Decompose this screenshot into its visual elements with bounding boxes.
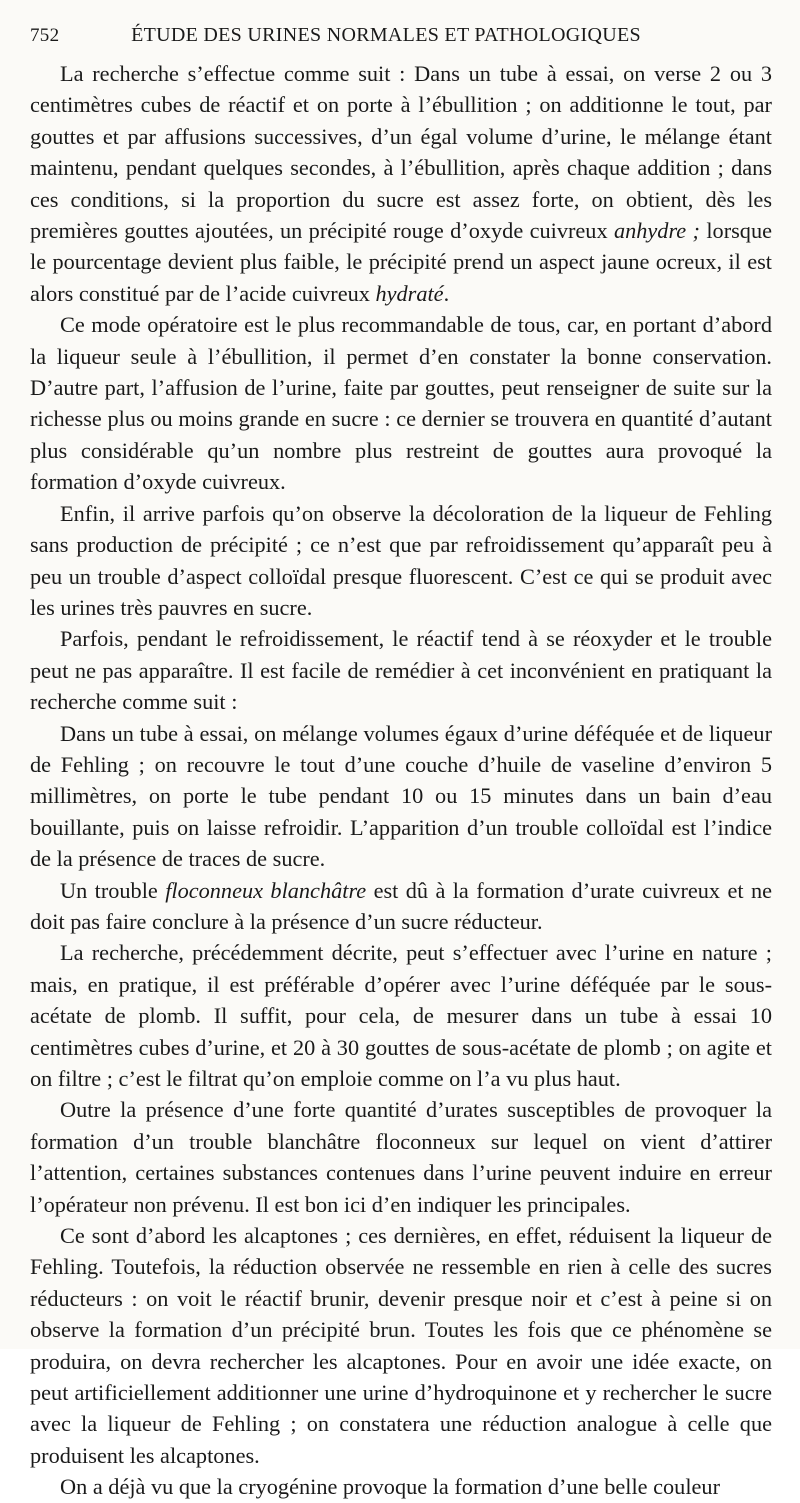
italic-term: anhydre ; xyxy=(613,218,700,244)
paragraph: Outre la présence d’une forte quantité d’urates susceptibles de provoquer la formation d’un trouble blanchâtre floconneux sur lequel on vient d’attirer l’attention, certaines substances contenues dans l’urine peuvent induire en erreur l’opérateur non prévenu. Il est bon ici d’en indiquer les principales. xyxy=(30,1097,772,1217)
paragraph: Dans un tube à essai, on mélange volumes égaux d’urine déféquée et de liqueur de Fehling ; on recouvre le tout d’une couche d’huile de vaseline d’environ 5 millimètres, on porte le tube pendant 10 ou 15 minutes dans un bain d’eau bouillante, puis on laisse refroidir. L’apparition d’un trouble colloïdal est l’indice de la présence de traces de sucre. xyxy=(30,720,772,872)
paragraph xyxy=(30,58,772,309)
paragraph: On a déjà vu que la cryogénine provoque la formation d’une belle couleur xyxy=(60,1474,720,1500)
paragraph: Enfin, il arrive parfois qu’on observe la décoloration de la liqueur de Fehling sans production de précipité ; ce n’est que par refroidissement qu’apparaît peu à peu un trouble d’aspect colloïdal presque fluorescent. C’est ce qui se produit avec les urines très pauvres en sucre. xyxy=(30,500,772,620)
text-run: La recherche s’effectue comme suit : Dans un tube à essai, on verse 2 ou 3 centimètres cubes de réactif et on porte à l’ébullition ; on additionne le tout, par gouttes et par affusions successives, d’un égal volume d’urine, le mélange étant maintenu, pendant quelques secondes, à l’ébullition, après chaque addition ; dans ces conditions, si la proportion du sucre est assez forte, on obtient, dès les premières gouttes ajoutées, un précipité rouge d’oxyde cuivreux xyxy=(30,61,772,244)
page-header xyxy=(30,24,772,58)
running-title: ÉTUDE DES URINES NORMALES ET PATHOLOGIQUES xyxy=(131,24,641,46)
text-run: est dû à la formation d’urate cuivreux et ne doit pas faire conclure à la présence d’un sucre réducteur. xyxy=(30,877,772,934)
text-run: lorsque le pourcentage devient plus faible, le précipité prend un aspect jaune ocreux, il est alors constitué par de l’acide cuivreux xyxy=(30,218,772,306)
paragraph xyxy=(30,875,772,938)
body-text xyxy=(30,58,772,1503)
paragraph: Parfois, pendant le refroidissement, le réactif tend à se réoxyder et le trouble peut ne pas apparaître. Il est facile de remédier à cet inconvénient en pratiquant la recherche comme suit : xyxy=(30,626,772,715)
text-run: . xyxy=(443,280,450,306)
paragraph: Ce sont d’abord les alcaptones ; ces dernières, en effet, réduisent la liqueur de Fehling. Toutefois, la réduction observée ne ressemble en rien à celle des sucres réducteurs : on voit le réactif brunir, devenir presque noir et c’est à peine si on observe la formation d’un précipité brun. Toutes les fois que ce phénomène se produira, on devra rechercher les alcaptones. Pour en avoir une idée exacte, on peut artificiellement additionner une urine d’hydroquinone et y rechercher le sucre avec la liqueur de Fehling ; on constatera une réduction analogue à celle que produisent les alcaptones. xyxy=(30,1223,772,1468)
paragraph: Ce mode opératoire est le plus recommandable de tous, car, en portant d’abord la liqueur seule à l’ébullition, il permet d’en constater la bonne conservation. D’autre part, l’affusion de l’urine, faite par gouttes, peut renseigner de suite sur la richesse plus ou moins grande en sucre : ce dernier se trouvera en quantité d’autant plus considérable qu’un nombre plus restreint de gouttes aura provoqué la formation d’oxyde cuivreux. xyxy=(30,312,772,495)
italic-term: hydraté xyxy=(375,280,444,306)
paragraph: La recherche, précédemment décrite, peut s’effectuer avec l’urine en nature ; mais, en pratique, il est préférable d’opérer avec l’urine déféquée par le sous-acétate de plomb. Il suffit, pour cela, de mesurer dans un tube à essai 10 centimètres cubes d’urine, et 20 à 30 gouttes de sous-acétate de plomb ; on agite et on filtre ; c’est le filtrat qu’on emploie comme on l’a vu plus haut. xyxy=(30,940,772,1091)
italic-term: floconneux blanchâtre xyxy=(165,877,367,903)
page-number: 752 xyxy=(30,25,60,46)
text-run: Un trouble xyxy=(60,877,166,903)
